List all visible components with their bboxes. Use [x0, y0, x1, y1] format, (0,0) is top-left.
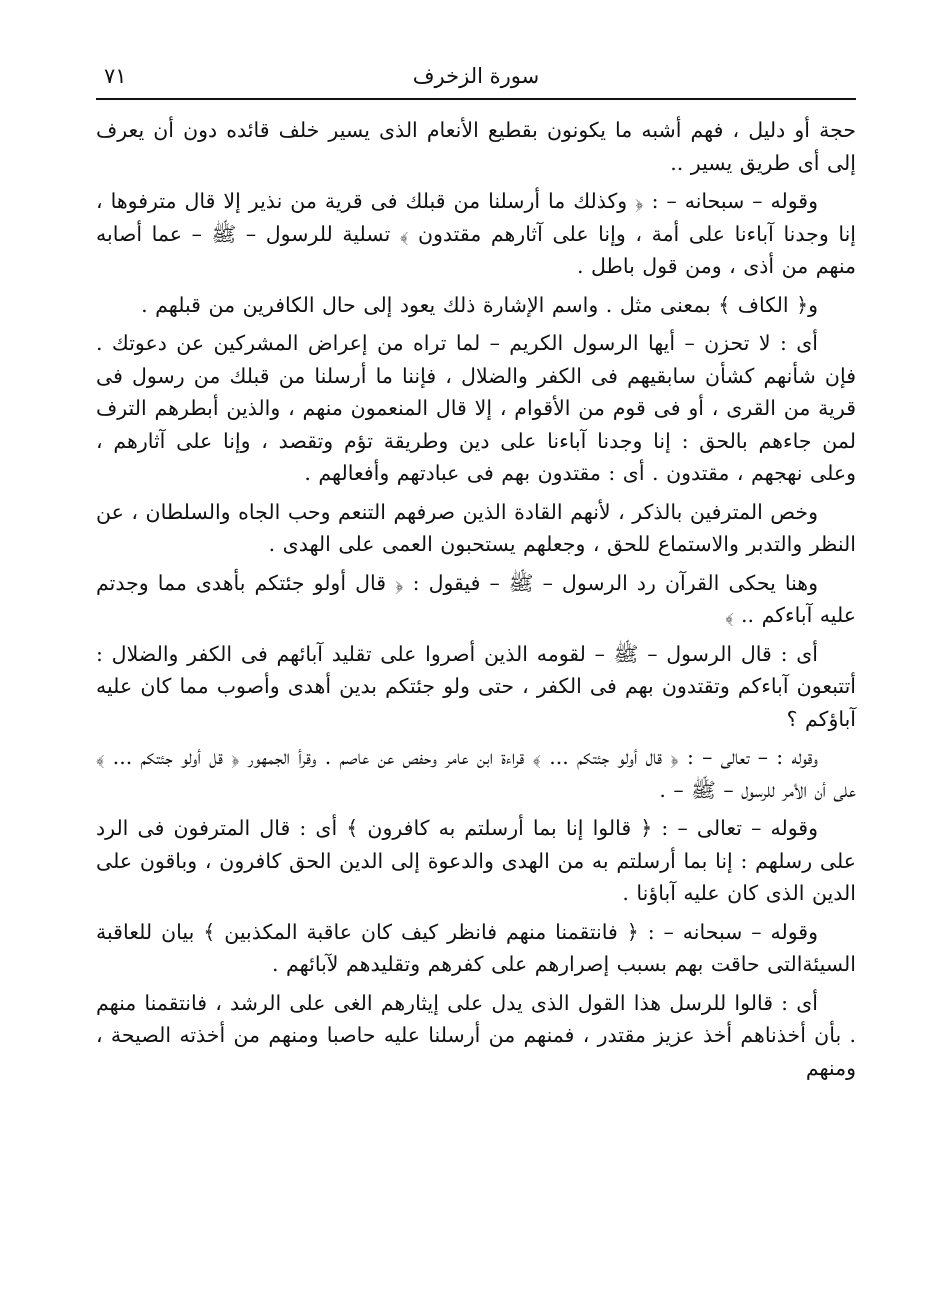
paragraph: وقوله – سبحانه – : ﴿ فانتقمنا منهم فانظر كيف كان عاقبة المكذبين ﴾ بيان للعاقبة السيئةالتى حاقت بهم بسبب إصرارهم على كفرهم وتقليدهم لآبائهم . — [96, 919, 856, 976]
book-page — [96, 58, 856, 1248]
paragraph: أى : قال الرسول – ﷺ – لقومه الذين أصروا على تقليد آبائهم فى الكفر والضلال : أتتبعون آباءكم وتقتدون بهم فى الكفر ، حتى ولو جئتكم بدين أهدى وأصوب مما كان عليه آباؤكم ؟ — [96, 641, 856, 731]
page-number: ٧١ — [104, 64, 127, 88]
page-header — [96, 58, 856, 96]
paragraph: حجة أو دليل ، فهم أشبه ما يكونون بقطيع الأنعام الذى يسير خلف قائده دون أن يعرف إلى أى طريق يسير .. — [96, 118, 856, 175]
paragraph: أى : لا تحزن – أيها الرسول الكريم – لما تراه من إعراض المشركين عن دعوتك . فإن شأنهم كشأن سابقيهم فى الكفر والضلال ، فإننا ما أرسلنا من قبلك من رسول فى قرية من القرى ، أو فى قوم من الأقوام ، إلا قال المنعمون منهم ، والذين أبطرهم الترف لمن جاءهم بالحق : إنا وجدنا آباءنا على دين وطريقة تؤم وتقصد ، وإنا على آثارهم ، وعلى نهجهم ، مقتدون . أى : مقتدون بهم فى عبادتهم وأفعالهم . — [96, 331, 856, 485]
paragraph: وقوله : – تعالى – : ﴿ قال أولو جئتكم ... ﴾ قراءة ابن عامر وحفص عن عاصم . وقرأ الجمهور ﴿ قل أولو جئتكم ... ﴾ على أن الأمر للرسول – ﷺ – . — [96, 745, 856, 802]
header-rule — [96, 98, 856, 100]
paragraph: أى : قالوا للرسل هذا القول الذى يدل على إيثارهم الغى على الرشد ، فانتقمنا منهم . بأن أخذناهم أخذ عزيز مقتدر ، فمنهم من أرسلنا عليه حاصبا ومنهم من أخذته الصيحة ، ومنهم — [96, 990, 856, 1080]
paragraph: وخص المترفين بالذكر ، لأنهم القادة الذين صرفهم التنعم وحب الجاه والسلطان ، عن النظر والتدبر والاستماع للحق ، وجعلهم يستحبون العمى على الهدى . — [96, 499, 856, 556]
paragraph: وقوله – سبحانه – : ﴿ وكذلك ما أرسلنا من قبلك فى قرية من نذير إلا قال مترفوها ، إنا وجدنا آباءنا على أمة ، وإنا على آثارهم مقتدون ﴾ تسلية للرسول – ﷺ – عما أصابه منهم من أذى ، ومن قول باطل . — [96, 189, 856, 278]
paragraph: وقوله – تعالى – : ﴿ قالوا إنا بما أرسلتم به كافرون ﴾ أى : قال المترفون فى الرد على رسلهم : إنا بما أرسلتم به من الهدى والدعوة إلى الدين الحق كافرون ، وباقون على الدين الذى كان عليه آباؤنا . — [96, 816, 856, 905]
body-text — [96, 114, 856, 1084]
running-title: سورة الزخرف — [412, 64, 540, 88]
paragraph: وهنا يحكى القرآن رد الرسول – ﷺ – فيقول : ﴿ قال أولو جئتكم بأهدى مما وجدتم عليه آباءكم .. ﴾ — [96, 570, 856, 627]
paragraph: و﴿ الكاف ﴾ بمعنى مثل . واسم الإشارة ذلك يعود إلى حال الكافرين من قبلهم . — [141, 292, 818, 317]
